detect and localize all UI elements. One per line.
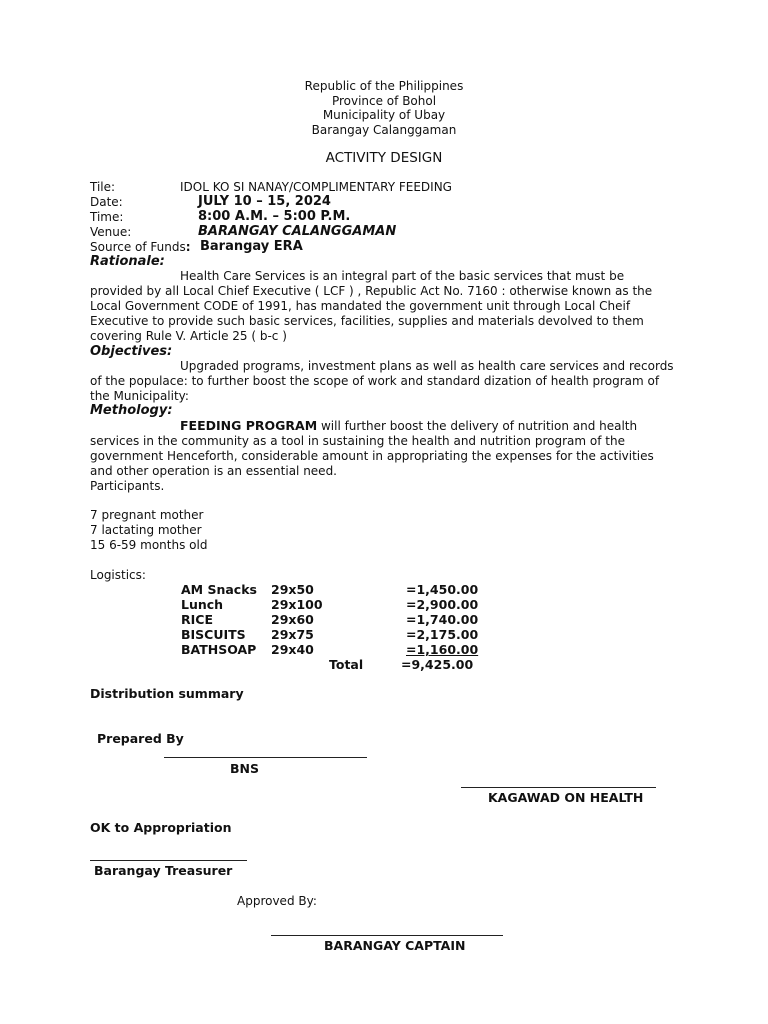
header-municipality: Municipality of Ubay: [322, 108, 446, 122]
logistics-label: Logistics:: [90, 568, 146, 582]
logistics-item-name: Lunch: [181, 597, 224, 612]
funds-value: Barangay ERA: [200, 239, 303, 254]
participants-label: Participants.: [90, 479, 165, 493]
title-value: IDOL KO SI NANAY/COMPLIMENTARY FEEDING: [180, 180, 452, 194]
venue-label: Venue:: [90, 225, 132, 239]
header-barangay: Barangay Calanggaman: [311, 123, 457, 137]
rationale-paragraph: [90, 269, 675, 344]
date-value: JULY 10 – 15, 2024: [198, 194, 331, 209]
logistics-item-name: RICE: [181, 612, 213, 627]
time-label: Time:: [90, 210, 124, 224]
participant-item: 7 pregnant mother: [90, 508, 204, 522]
date-label: Date:: [90, 195, 123, 209]
rationale-text: Health Care Services is an integral part of the basic services that must be provided by all Local Chief Executive ( LCF ) , Republic Act No. 7160 : otherwise known as the Local Government CODE of 1991, has mandated the government unit through Local Cheif Executive to provide such basic services, facilities, supplies and materials devolved to them covering Rule V. Article 25 ( b-c ): [90, 269, 653, 343]
bns-signature-line: [164, 757, 367, 758]
rationale-heading: Rationale:: [90, 254, 165, 269]
approved-by-label: Approved By:: [237, 894, 317, 908]
logistics-item-qty: 29x50: [271, 582, 314, 597]
logistics-item-amount: =2,175.00: [406, 627, 479, 642]
treasurer-label: Barangay Treasurer: [94, 863, 233, 878]
funds-label-text: Source of Funds: [90, 240, 186, 254]
methodology-lead: FEEDING PROGRAM: [180, 418, 318, 433]
prepared-by-label: Prepared By: [97, 731, 184, 746]
bns-label: BNS: [230, 761, 259, 776]
kagawad-label: KAGAWAD ON HEALTH: [488, 790, 644, 805]
logistics-item-qty: 29x100: [271, 597, 323, 612]
distribution-summary: Distribution summary: [90, 686, 244, 701]
document-title: ACTIVITY DESIGN: [325, 150, 443, 166]
logistics-item-qty: 29x40: [271, 642, 314, 657]
logistics-item-amount: =1,160.00: [406, 642, 479, 657]
funds-label: [90, 240, 191, 254]
logistics-item-name: AM Snacks: [181, 582, 257, 597]
captain-label: BARANGAY CAPTAIN: [324, 938, 466, 953]
logistics-item-name: BISCUITS: [181, 627, 246, 642]
logistics-total-value: =9,425.00: [401, 657, 474, 672]
logistics-item-amount: =1,740.00: [406, 612, 479, 627]
header-province: Province of Bohol: [331, 94, 437, 108]
logistics-item-qty: 29x75: [271, 627, 314, 642]
objectives-text: Upgraded programs, investment plans as well as health care services and records of the populace: to further boost the scope of work and standard dization of health program of the Municipality:: [90, 359, 674, 403]
logistics-item-qty: 29x60: [271, 612, 314, 627]
methodology-heading: Methology:: [90, 403, 173, 418]
logistics-item-amount: =1,450.00: [406, 582, 479, 597]
ok-appropriation-label: OK to Appropriation: [90, 820, 232, 835]
venue-value: BARANGAY CALANGGAMAN: [198, 224, 397, 239]
objectives-paragraph: [90, 359, 675, 404]
methodology-text: will further boost the delivery of nutrition and health services in the community as a tool in sustaining the health and nutrition program of the government Henceforth, considerable amount in appropriating the expenses for the activities and other operation is an essential need.: [90, 419, 654, 478]
objectives-heading: Objectives:: [90, 344, 173, 359]
time-value: 8:00 A.M. – 5:00 P.M.: [198, 209, 351, 224]
kagawad-signature-line: [461, 787, 656, 788]
logistics-item-name: BATHSOAP: [181, 642, 257, 657]
methodology-paragraph: [90, 418, 675, 479]
participant-item: 7 lactating mother: [90, 523, 202, 537]
captain-signature-line: [271, 935, 503, 936]
logistics-item-amount: =2,900.00: [406, 597, 479, 612]
treasurer-signature-line: [90, 860, 247, 861]
title-label: Tile:: [90, 180, 116, 194]
logistics-total-label: Total: [329, 657, 364, 672]
participant-item: 15 6-59 months old: [90, 538, 208, 552]
funds-colon: :: [185, 240, 191, 254]
header-republic: Republic of the Philippines: [304, 79, 464, 93]
